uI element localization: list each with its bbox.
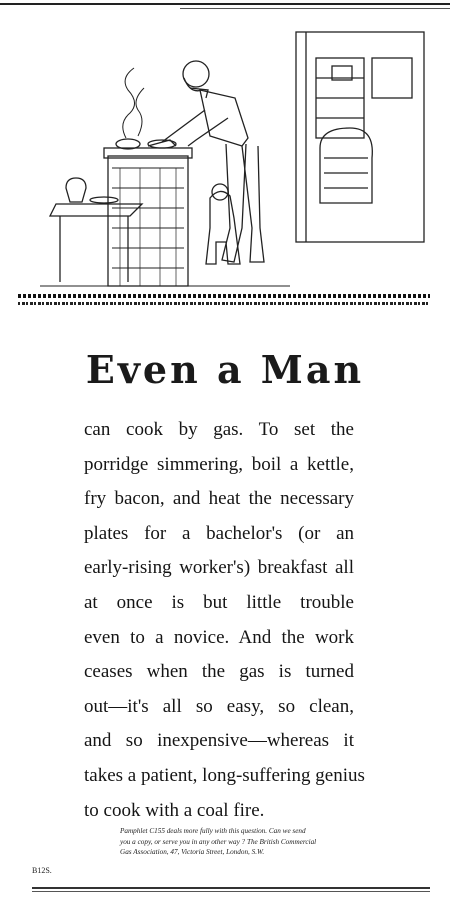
body-line: porridge simmering, boil a kettle, xyxy=(84,453,354,475)
body-line: out—it's all so easy, so clean, xyxy=(84,695,354,717)
body-line: early-rising worker's) breakfast all xyxy=(84,557,354,579)
headline: Even a Man xyxy=(85,347,365,392)
footnote-line: Gas Association, 47, Victoria Street, London, S.W. xyxy=(120,848,265,856)
man-arm xyxy=(162,110,205,142)
dog xyxy=(206,191,240,264)
footnote-line: you a copy, or serve you in any other way ? The British Commercial xyxy=(120,837,317,846)
steam xyxy=(123,68,135,138)
body-line: fry bacon, and heat the necessary xyxy=(84,488,354,510)
body-line: ceases when the gas is turned xyxy=(84,661,354,683)
bottom-rule xyxy=(32,887,430,889)
body-line: to cook with a coal fire. xyxy=(84,799,265,821)
footnote xyxy=(120,826,390,858)
body-line: even to a novice. And the work xyxy=(84,626,354,648)
body-line: takes a patient, long-suffering genius xyxy=(84,764,365,786)
illustration-border-bottom xyxy=(18,302,430,305)
doorway xyxy=(296,32,424,242)
man-torso xyxy=(200,90,248,146)
ad-code: B12S. xyxy=(32,866,52,875)
body-line: plates for a bachelor's (or an xyxy=(84,522,354,544)
man-cooking-illustration xyxy=(20,28,430,310)
footnote-line: Pamphlet C155 deals more fully with this question. Can we send xyxy=(120,827,306,835)
plate xyxy=(90,197,118,203)
wicker-chair xyxy=(320,128,372,203)
body-copy xyxy=(84,413,365,828)
top-rule xyxy=(0,3,450,5)
body-line: and so inexpensive—whereas it xyxy=(84,730,354,752)
body-line: at once is but little trouble xyxy=(84,591,354,613)
body-line: can cook by gas. To set the xyxy=(84,419,354,440)
illustration-border-top xyxy=(18,294,430,298)
jug xyxy=(66,178,86,202)
bottom-rule-thin xyxy=(32,891,430,892)
side-table xyxy=(50,204,142,216)
window xyxy=(372,58,412,98)
top-rule-thin xyxy=(180,8,450,9)
